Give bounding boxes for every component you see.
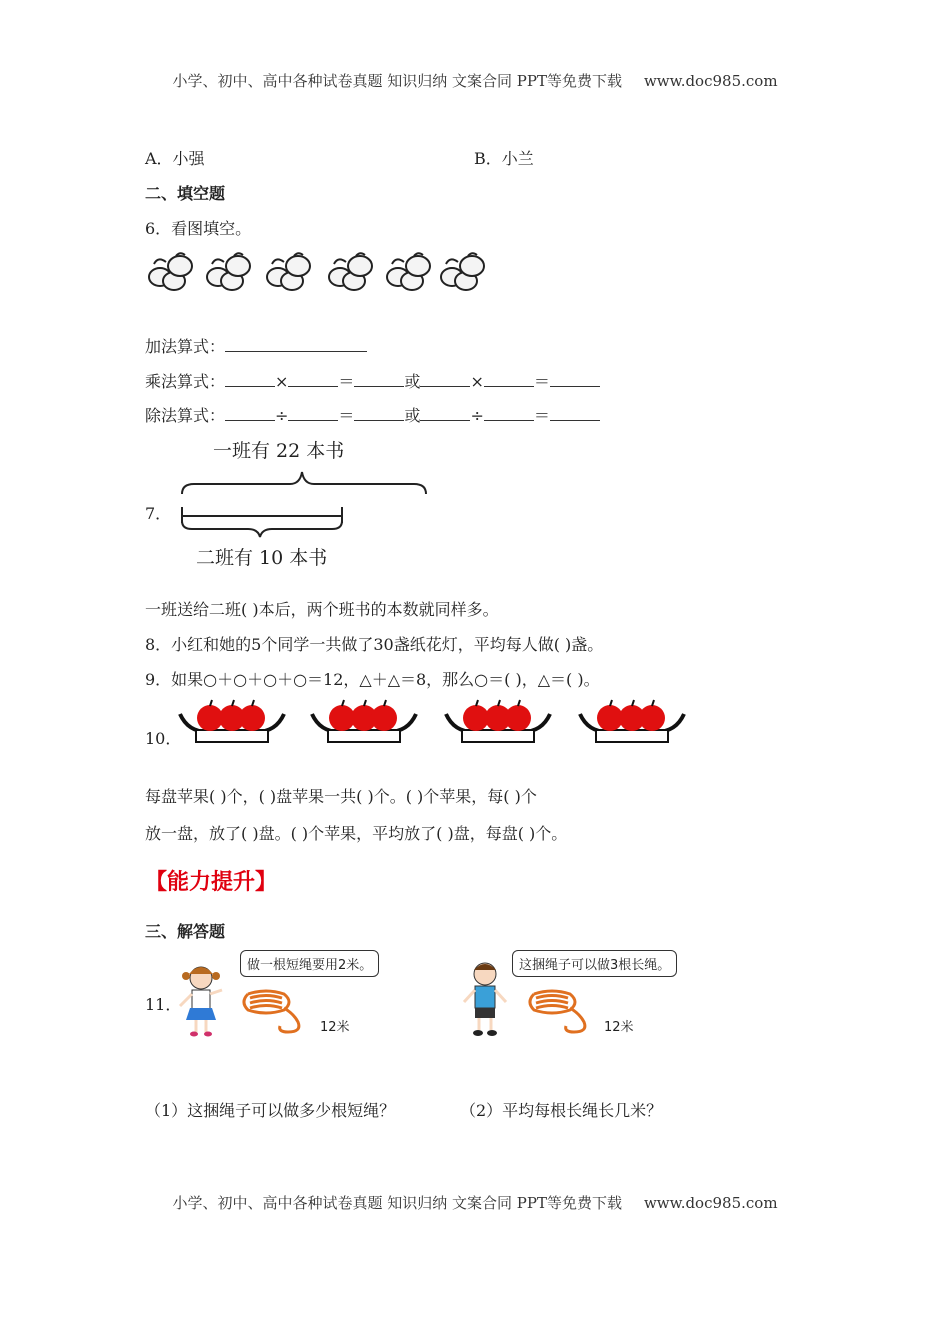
section-answer-title: 三、解答题 [145, 922, 226, 941]
q6-stem: 6．看图填空。 [145, 219, 252, 238]
div-blank-2[interactable] [288, 406, 338, 421]
q10-line-1: 每盘苹果( )个，( )盘苹果一共( )个。( )个苹果，每( )个 [145, 787, 537, 806]
mul-blank-4[interactable] [420, 372, 470, 387]
divide-sign: ÷ [275, 406, 289, 425]
equals-sign: ＝ [338, 406, 355, 425]
equals-sign: ＝ [338, 372, 355, 391]
rope-length-label-1: 12米 [320, 1020, 350, 1035]
class2-book-label: 二班有 10 本书 [196, 547, 328, 569]
q10-line-2: 放一盘，放了( )盘。( )个苹果，平均放了( )盘，每盘( )个。 [145, 824, 568, 843]
mul-blank-1[interactable] [225, 372, 275, 387]
addition-answer-blank[interactable] [225, 337, 367, 352]
book-comparison-diagram [178, 470, 433, 528]
class1-book-label: 一班有 22 本书 [213, 440, 345, 462]
page-header [0, 70, 950, 91]
footer-site-link[interactable]: www.doc985.com [643, 1194, 778, 1212]
q9-question: 9．如果○＋○＋○＋○＝12，△＋△＝8，那么○＝( )，△＝( )。 [145, 670, 600, 689]
divide-sign: ÷ [470, 406, 484, 425]
div-blank-6[interactable] [550, 406, 600, 421]
apple-plates-image [178, 696, 688, 746]
q6-addition-row [145, 334, 367, 357]
div-blank-5[interactable] [484, 406, 534, 421]
q11-sub-question-1: （1）这捆绳子可以做多少根短绳？ [145, 1101, 396, 1120]
equals-sign: ＝ [533, 372, 550, 391]
div-blank-3[interactable] [354, 406, 404, 421]
rope-icon [530, 988, 600, 1034]
times-sign: × [470, 372, 484, 391]
or-word: 或 [404, 406, 421, 425]
q11-sub-question-2: （2）平均每根长绳长几米？ [460, 1101, 663, 1120]
rope-length-label-2: 12米 [604, 1020, 634, 1035]
page-footer [0, 1192, 950, 1213]
boy-speech-bubble: 这捆绳子可以做3根长绳。 [512, 950, 677, 977]
boy-figure-icon [462, 960, 508, 1038]
q10-number: 10． [145, 729, 182, 748]
multiplication-label: 乘法算式： [145, 372, 226, 391]
q11-number: 11． [145, 995, 182, 1014]
girl-figure-icon [176, 962, 226, 1038]
footer-text: 小学、初中、高中各种试卷真题 知识归纳 文案合同 PPT等免费下载 [172, 1194, 622, 1212]
option-a: A．小强 [145, 149, 205, 168]
division-label: 除法算式： [145, 406, 226, 425]
mul-blank-3[interactable] [354, 372, 404, 387]
ability-section-title: 【能力提升】 [145, 869, 278, 895]
girl-speech-bubble: 做一根短绳要用2米。 [240, 950, 379, 977]
q8-question: 8．小红和她的5个同学一共做了30盏纸花灯，平均每人做( )盏。 [145, 635, 604, 654]
q6-multiplication-row [145, 369, 600, 392]
times-sign: × [275, 372, 289, 391]
header-site-link[interactable]: www.doc985.com [643, 72, 778, 90]
rope-icon [244, 988, 314, 1034]
apple-group-image [146, 250, 491, 294]
q6-division-row [145, 403, 600, 426]
option-b: B．小兰 [474, 149, 534, 168]
equals-sign: ＝ [533, 406, 550, 425]
mul-blank-2[interactable] [288, 372, 338, 387]
section-fill-blank-title: 二、填空题 [145, 184, 226, 203]
q7-question: 一班送给二班( )本后，两个班书的本数就同样多。 [145, 600, 499, 619]
mul-blank-6[interactable] [550, 372, 600, 387]
addition-label: 加法算式： [145, 337, 226, 356]
or-word: 或 [404, 372, 421, 391]
header-text: 小学、初中、高中各种试卷真题 知识归纳 文案合同 PPT等免费下载 [172, 72, 622, 90]
div-blank-4[interactable] [420, 406, 470, 421]
div-blank-1[interactable] [225, 406, 275, 421]
mul-blank-5[interactable] [484, 372, 534, 387]
q7-number: 7． [145, 504, 172, 523]
